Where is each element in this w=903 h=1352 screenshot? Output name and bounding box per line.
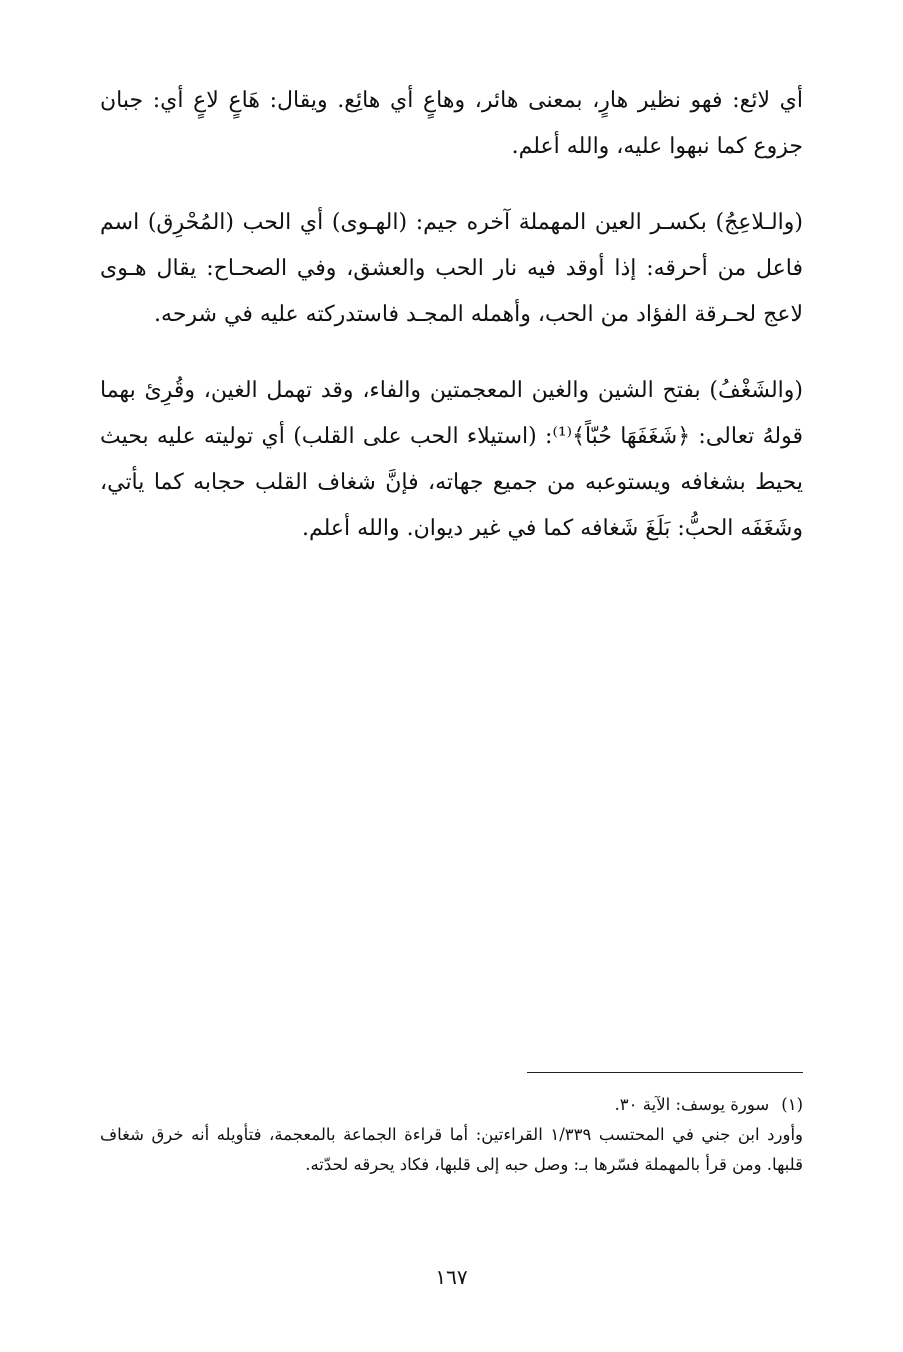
- paragraph-3: (والشَغْفُ) بفتح الشين والغين المعجمتين والفاء، وقد تهمل الغين، وقُرِئ بهما قولهُ تعالى: ﴿شَغَفَهَا حُبّاً﴾⁽¹⁾: (استيلاء الحب على القلب) أي توليته عليه بحيث يحيط بشغافه ويستوعبه من جميع جهاته، فإنَّ شغاف القلب حجابه كما يأتي، وشَغَفَه الحبُّ: بَلَغَ شَغافه كما في غير ديوان. والله أعلم.: [100, 378, 803, 541]
- footnotes: [100, 1090, 803, 1180]
- footnote-marker: (١): [781, 1095, 803, 1114]
- paragraph-2: (والـلاعِجُ) بكسـر العين المهملة آخره جيم: (الهـوى) أي الحب (المُحْرِق) اسم فاعل من أحرقه: إذا أوقد فيه نار الحب والعشق، وفي الصحـاح: يقال هـوى لاعج لحـرقة الفؤاد من الحب، وأهمله المجـد فاستدركته عليه في شرحه.: [100, 210, 803, 327]
- footnote-1: [100, 1090, 803, 1120]
- footnote-1-continuation: وأورد ابن جني في المحتسب ١/٣٣٩ القراءتين: أما قراءة الجماعة بالمعجمة، فتأويله أنه خرق شغاف قلبها. ومن قرأ بالمهملة فسّرها بـ: وصل حبه إلى قلبها، فكاد يحرقه لحدّته.: [100, 1125, 803, 1174]
- footnote-separator: [527, 1072, 803, 1073]
- page-number: ١٦٧: [435, 1265, 468, 1289]
- footnote-1-reference: سورة يوسف: الآية ٣٠.: [614, 1095, 770, 1114]
- paragraph-1: أي لائع: فهو نظير هارٍ، بمعنى هائر، وهاعٍ أي هائِع. ويقال: هَاعٍ لاعٍ أي: جبان جزوع كما نبهوا عليه، والله أعلم.: [100, 88, 803, 159]
- main-text: [100, 78, 803, 552]
